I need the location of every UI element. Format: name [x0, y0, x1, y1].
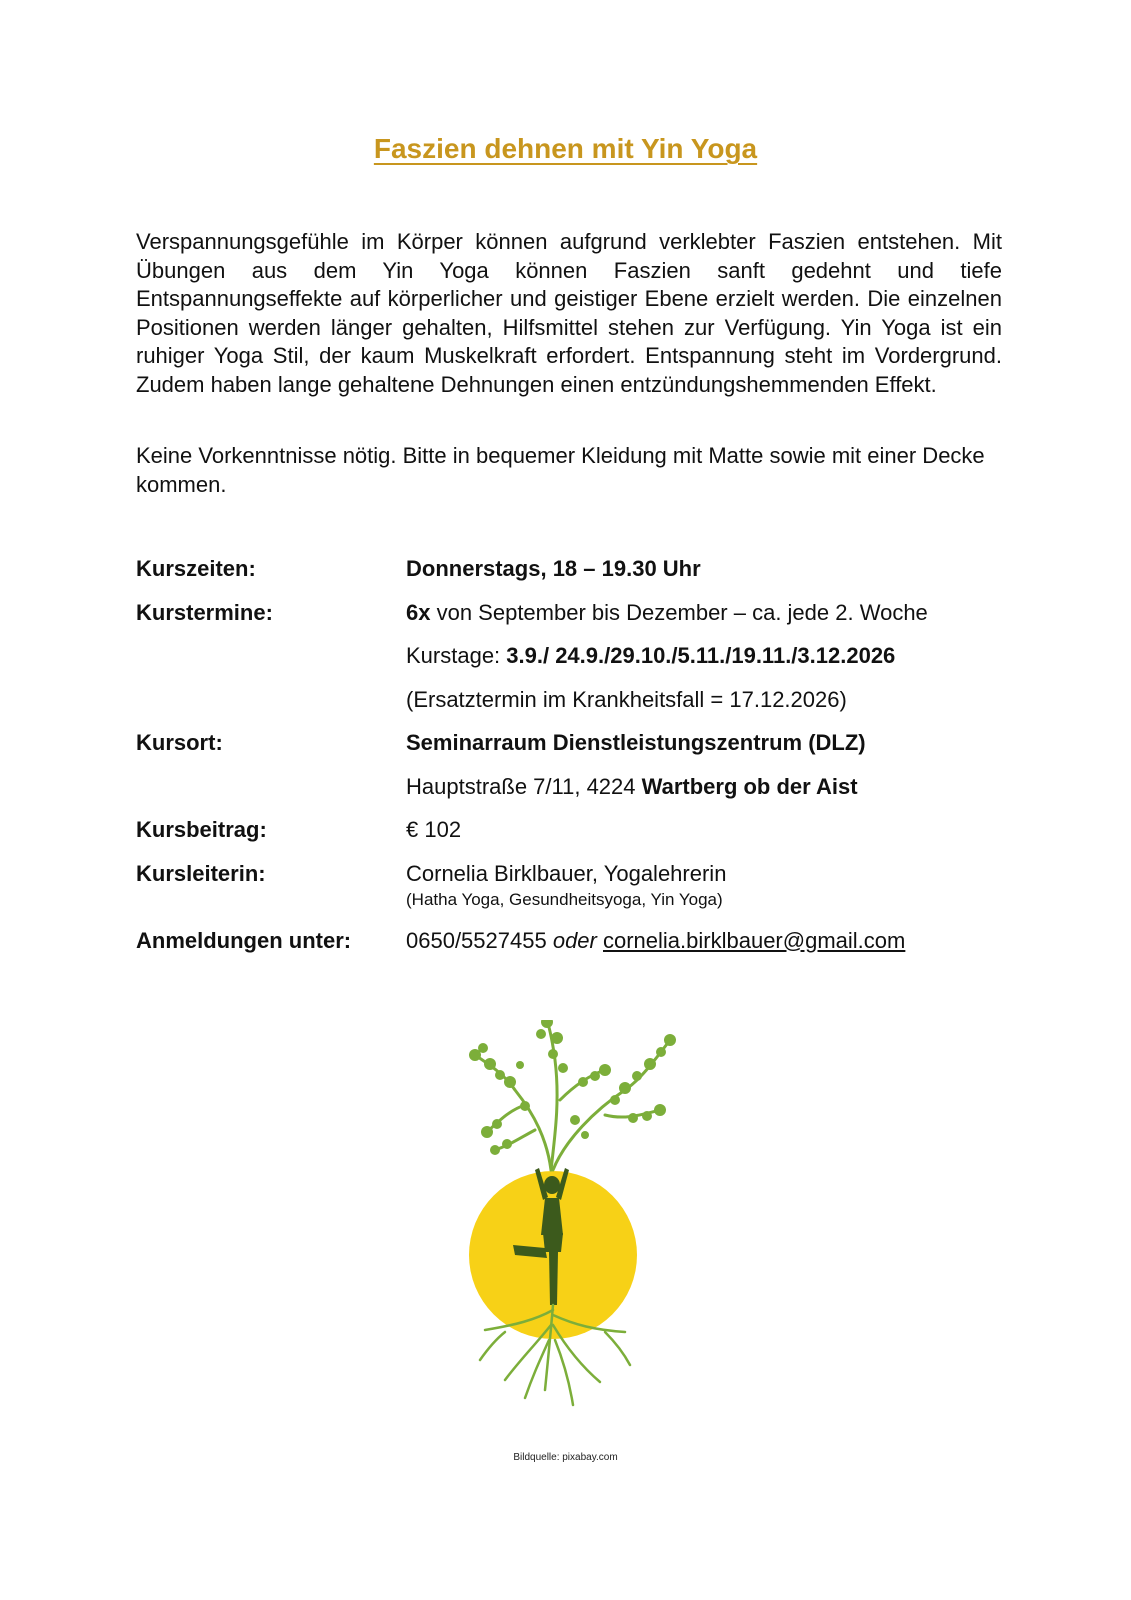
- label-kursbeitrag: Kursbeitrag:: [136, 817, 267, 842]
- row-kurszeiten: [136, 556, 1036, 600]
- page-title: [0, 133, 1131, 165]
- row-address: [136, 774, 1036, 818]
- row-kurstermine: [136, 600, 1036, 644]
- row-kursbeitrag: [136, 817, 1036, 861]
- kurstermine-range: von September bis Dezember – ca. jede 2. Woche: [430, 599, 928, 625]
- label-kurszeiten: Kurszeiten:: [136, 556, 256, 581]
- label-kursleiterin: Kursleiterin:: [136, 860, 266, 886]
- page-title-text: Faszien dehnen mit Yin Yoga: [373, 133, 758, 164]
- value-ersatztermin: (Ersatztermin im Krankheitsfall = 17.12.2026): [406, 686, 847, 712]
- requirements-note: Keine Vorkenntnisse nötig. Bitte in bequemer Kleidung mit Matte sowie mit einer Decke kommen.: [136, 443, 985, 497]
- row-kursleiterin: [136, 861, 1036, 928]
- kurszeiten-text: Donnerstags, 18 – 19.30 Uhr: [406, 556, 701, 581]
- course-details: [136, 556, 1036, 971]
- anmeldung-phone: 0650/5527455: [406, 927, 553, 953]
- image-credit: Bildquelle: pixabay.com: [513, 1452, 618, 1463]
- yoga-tree-sun-illustration: [465, 1020, 695, 1430]
- kurstermine-count: 6x: [406, 599, 431, 625]
- intro-paragraph: Verspannungsgefühle im Körper können aufgrund verklebter Faszien entstehen. Mit Übungen aus dem Yin Yoga können Faszien sanft gedehnt und tiefe Entspannungseffekte auf körperlicher und geistiger Ebene erzielt werden. Die einzelnen Positionen werden länger gehalten, Hilfsmittel stehen zur Verfügung. Yin Yoga ist ein ruhiger Yoga Stil, der kaum Muskelkraft erfordert. Entspannung steht im Vordergrund. Zudem haben lange gehaltene Dehnungen einen entzündungshemmenden Effekt.: [136, 229, 1002, 397]
- kurstage-prefix: Kurstage:: [406, 643, 507, 668]
- row-ersatztermin: [136, 687, 1036, 731]
- value-kurstage: [406, 643, 895, 669]
- row-kursort: [136, 730, 1036, 774]
- value-anmeldung: [406, 928, 905, 954]
- label-kursort: Kursort:: [136, 730, 223, 755]
- kursleiterin-name: Cornelia Birklbauer, Yogalehrerin: [406, 860, 727, 886]
- anmeldung-or: oder: [552, 927, 597, 953]
- kurstage-dates: 3.9./ 24.9./29.10./5.11./19.11./3.12.2026: [506, 643, 896, 668]
- email-link[interactable]: cornelia.birklbauer@gmail.com: [603, 927, 906, 953]
- address-street: Hauptstraße 7/11, 4224: [406, 773, 642, 799]
- kursort-venue: Seminarraum Dienstleistungszentrum (DLZ): [406, 730, 866, 755]
- label-kurstermine: Kurstermine:: [136, 599, 273, 625]
- value-kursort: [406, 730, 866, 756]
- value-kurstermine: [406, 600, 928, 626]
- row-anmeldung: [136, 928, 1036, 972]
- value-address: [406, 774, 858, 800]
- value-kursleiterin: [406, 861, 726, 910]
- value-kurszeiten: [406, 556, 701, 582]
- kursleiterin-styles: (Hatha Yoga, Gesundheitsyoga, Yin Yoga): [406, 889, 723, 909]
- row-kurstage: [136, 643, 1036, 687]
- label-anmeldung: Anmeldungen unter:: [136, 927, 352, 953]
- address-town: Wartberg ob der Aist: [641, 773, 858, 799]
- value-kursbeitrag: € 102: [406, 817, 462, 842]
